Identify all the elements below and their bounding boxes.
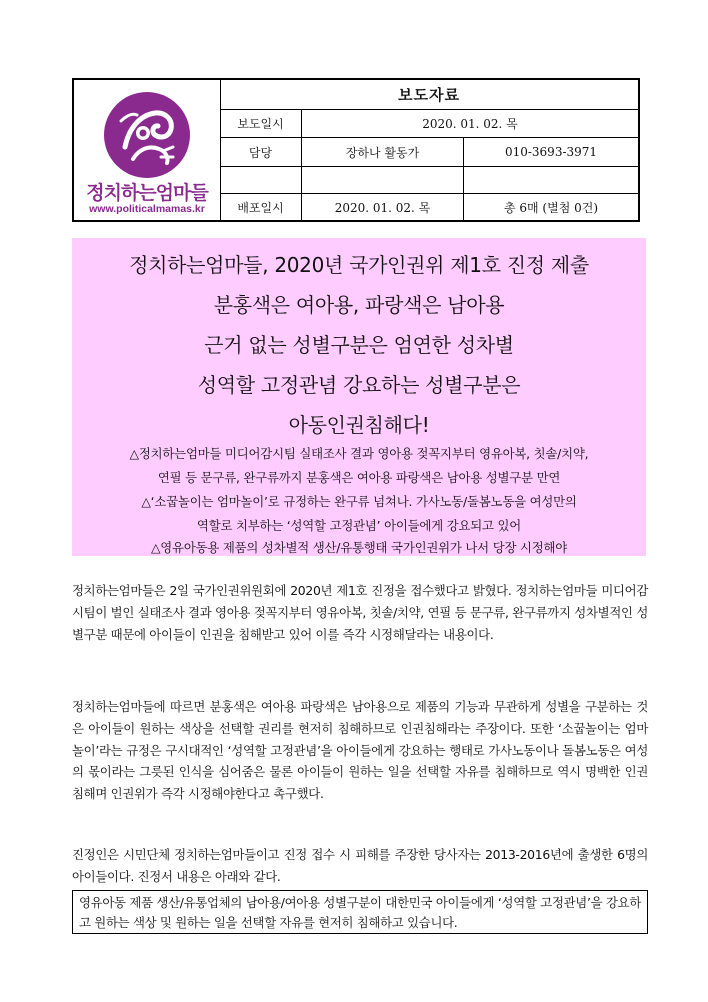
petition-quote-box: 영유아동 제품 생산/유통업체의 남아용/여아용 성별구분이 대한민국 아이들에게 ‘성역할 고정관념’을 강요하고 원하는 색상 및 원하는 일을 선택할 자유를 현저히 침해하고 있습니다.	[72, 890, 648, 934]
headline-line-3: 근거 없는 성별구분은 엄연한 성차별	[204, 333, 514, 357]
contact-label: 담당	[220, 138, 302, 166]
body-paragraph-1: 정치하는엄마들은 2일 국가인권위원회에 2020년 제1호 진정을 접수했다고 밝혔다. 정치하는엄마들 미디어감시팀이 벌인 실태조사 결과 영아용 젖꼭지부터 영유아복, 칫솔/치약, 연필 등 문구류, 완구류까지 성차별적인 성별구분 때문에 아이들이 인권을 침해받고 있어 이를 즉각 시정해달라는 내용이다.	[72, 583, 648, 642]
headline-line-2: 분홍색은 여아용, 파랑색은 남아용	[213, 293, 505, 317]
headline-line-4: 성역할 고정관념 강요하는 성별구분은	[197, 373, 521, 397]
body-paragraph-3: 진정인은 시민단체 정치하는엄마들이고 진정 접수 시 피해를 주장한 당사자는 2013-2016년에 출생한 6명의 아이들이다. 진정서 내용은 아래와 같다.	[72, 847, 648, 884]
header-row-empty	[220, 167, 638, 194]
headline-box	[72, 238, 646, 556]
header-row-contact	[220, 138, 638, 167]
header-row-distribution	[220, 194, 638, 220]
page-count: 총 6매 (별첨 0건)	[503, 200, 599, 215]
summary-bullet-2: △‘소꿉놀이는 엄마놀이’로 규정하는 완구류 넘쳐나. 가사노동/돌봄노동을 여성만의	[141, 494, 577, 509]
distribution-date-label: 배포일시	[220, 194, 302, 220]
empty-middle-cell	[302, 167, 464, 193]
summary-bullet-2-cont: 역할로 치부하는 ‘성역할 고정관념’ 아이들에게 강요되고 있어	[196, 518, 522, 533]
logo-title: 정치하는엄마들	[86, 182, 208, 204]
release-date-value: 2020. 01. 02. 목	[422, 117, 518, 131]
headline-line-5: 아동인권침해다!	[288, 413, 430, 437]
logo-block	[74, 80, 221, 220]
summary-bullet-1-cont: 연필 등 문구류, 완구류까지 분홍색은 여아용 파랑색은 남아용 성별구분 만연	[157, 470, 561, 485]
header-row-title	[220, 80, 638, 110]
empty-right-cell	[464, 167, 638, 193]
organization-logo-icon	[103, 91, 191, 179]
summary-bullet-3: △영유아동용 제품의 성차별적 생산/유통행태 국가인권위가 나서 당장 시정해야	[150, 540, 568, 555]
summary-bullet-1: △정치하는엄마들 미디어감시팀 실태조사 결과 영아용 젖꼭지부터 영유아복, 칫솔/치약,	[129, 446, 589, 461]
header-row-release-date	[220, 110, 638, 138]
headline-line-1: 정치하는엄마들, 2020년 국가인권위 제1호 진정 제출	[129, 253, 589, 277]
distribution-date-value: 2020. 01. 02. 목	[302, 194, 464, 220]
release-date-label: 보도일시	[220, 110, 302, 137]
contact-phone: 010-3693-3971	[504, 145, 598, 159]
body-paragraph-2: 정치하는엄마들에 따르면 분홍색은 여아용 파랑색은 남아용으로 제품의 기능과 무관하게 성별을 구분하는 것은 아이들이 원하는 색상을 선택할 권리를 현저히 침해하므로 인권침해라는 주장이다. 또한 ‘소꿉놀이는 엄마놀이’라는 규정은 구시대적인 ‘성역할 고정관념’을 아이들에게 강요하는 행태로 가사노동이나 돌봄노동은 여성의 몫이라는 그릇된 인식을 심어줌은 물론 아이들이 원하는 일을 선택할 자유를 침해하므로 역시 명백한 인권침해며 인권위가 즉각 시정해야한다고 촉구했다.	[72, 699, 648, 802]
logo-url: www.politicalmamas.kr	[89, 203, 205, 215]
empty-label-cell	[220, 167, 302, 193]
contact-name: 장하나 활동가	[302, 138, 464, 166]
doc-type-title: 보도자료	[398, 86, 460, 104]
press-release-header-table	[72, 78, 640, 222]
